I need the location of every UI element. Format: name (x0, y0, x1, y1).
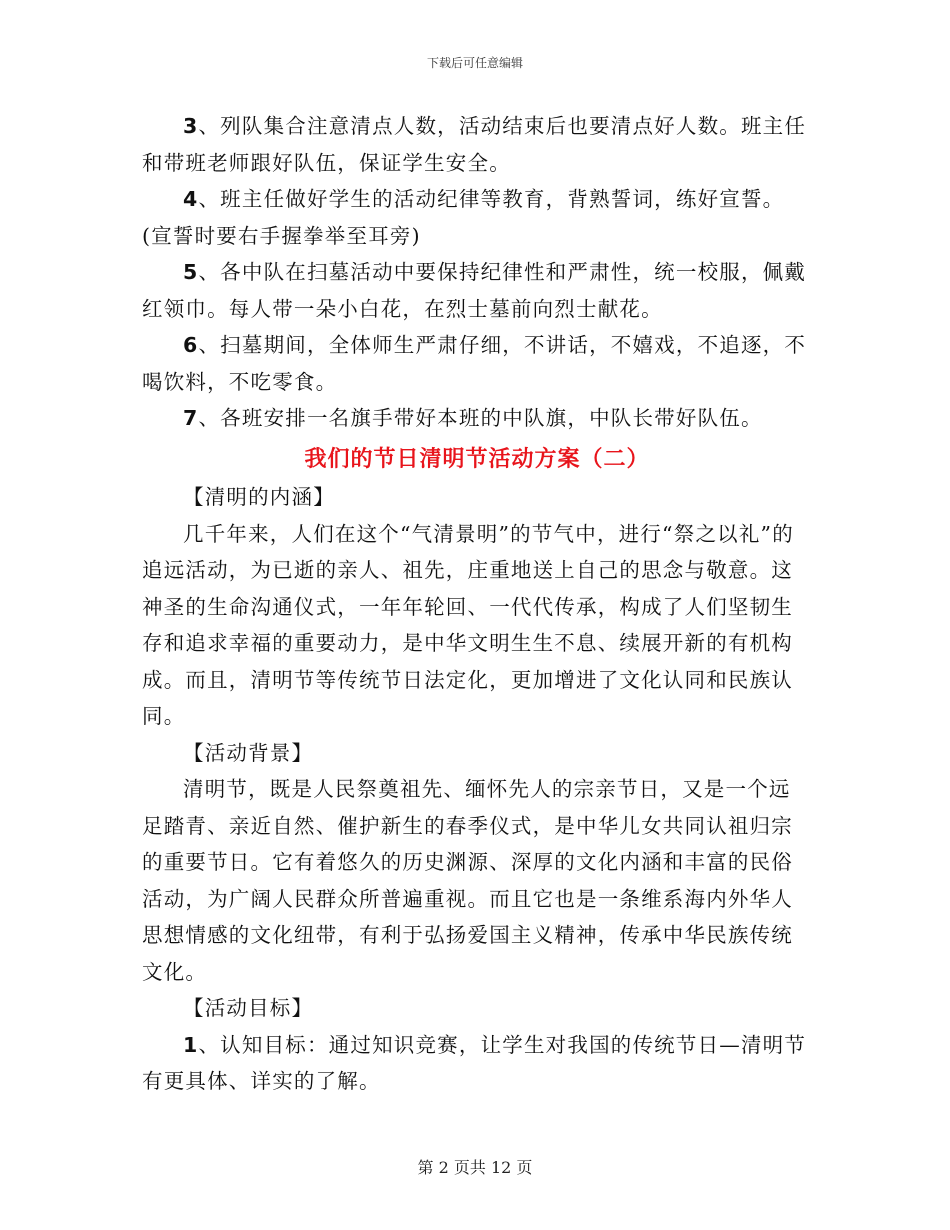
item-number: 4 (183, 187, 199, 211)
item-text: 、扫墓期间，全体师生严肃仔细，不讲话，不嬉戏，不追逐，不喝饮料，不吃零食。 (142, 333, 807, 394)
item-text: 、各班安排一名旗手带好本班的中队旗，中队长带好队伍。 (198, 406, 763, 430)
item-number: 3 (183, 114, 199, 138)
list-item (142, 181, 812, 254)
page-footer: 第 2 页共 12 页 (417, 1158, 533, 1177)
background-paragraph: 清明节，既是人民祭奠祖先、缅怀先人的宗亲节日，又是一个远足踏青、亲近自然、催护新生的春季仪式，是中华儿女共同认祖归宗的重要节日。它有着悠久的历史渊源、深厚的文化内涵和丰富的民俗活动，为广阔人民群众所普遍重视。而且它也是一条维系海内外华人思想情感的文化纽带，有利于弘扬爱国主义精神，传承中华民族传统文化。 (142, 777, 793, 984)
connotation-paragraph: 几千年来，人们在这个“气清景明”的节气中，进行“祭之以礼”的追远活动，为已逝的亲人、祖先，庄重地送上自己的思念与敬意。这神圣的生命沟通仪式，一年年轮回、一代代传承，构成了人们坚韧生存和追求幸福的重要动力，是中华文明生生不息、续展开新的有机构成。而且，清明节等传统节日法定化，更加增进了文化认同和民族认同。 (142, 521, 794, 728)
item-number: 5 (183, 260, 199, 284)
document-body (142, 108, 812, 1100)
section-title: 我们的节日清明节活动方案（二） (304, 445, 650, 472)
list-item (142, 254, 812, 327)
goal-item (142, 1027, 812, 1100)
item-text: 、班主任做好学生的活动纪律等教育，背熟誓词，练好宣誓。(宣誓时要右手握拳举至耳旁) (142, 187, 785, 248)
goal-number: 1 (183, 1032, 199, 1057)
page-header: 下载后可任意编辑 (426, 56, 523, 70)
item-number: 7 (183, 406, 199, 430)
background-heading: 【活动背景】 (183, 740, 314, 765)
list-item (142, 108, 812, 181)
goal-text: 、认知目标：通过知识竞赛，让学生对我国的传统节日—清明节有更具体、详实的了解。 (142, 1032, 807, 1093)
goals-heading: 【活动目标】 (183, 996, 314, 1020)
item-number: 6 (183, 333, 199, 357)
list-item (142, 327, 812, 400)
item-text: 、各中队在扫墓活动中要保持纪律性和严肃性，统一校服，佩戴红领巾。每人带一朵小白花，在烈士墓前向烈士献花。 (142, 260, 807, 321)
connotation-heading: 【清明的内涵】 (183, 485, 335, 509)
item-text: 、列队集合注意清点人数，活动结束后也要清点好人数。班主任和带班老师跟好队伍，保证学生安全。 (142, 114, 807, 175)
list-item (142, 400, 812, 437)
